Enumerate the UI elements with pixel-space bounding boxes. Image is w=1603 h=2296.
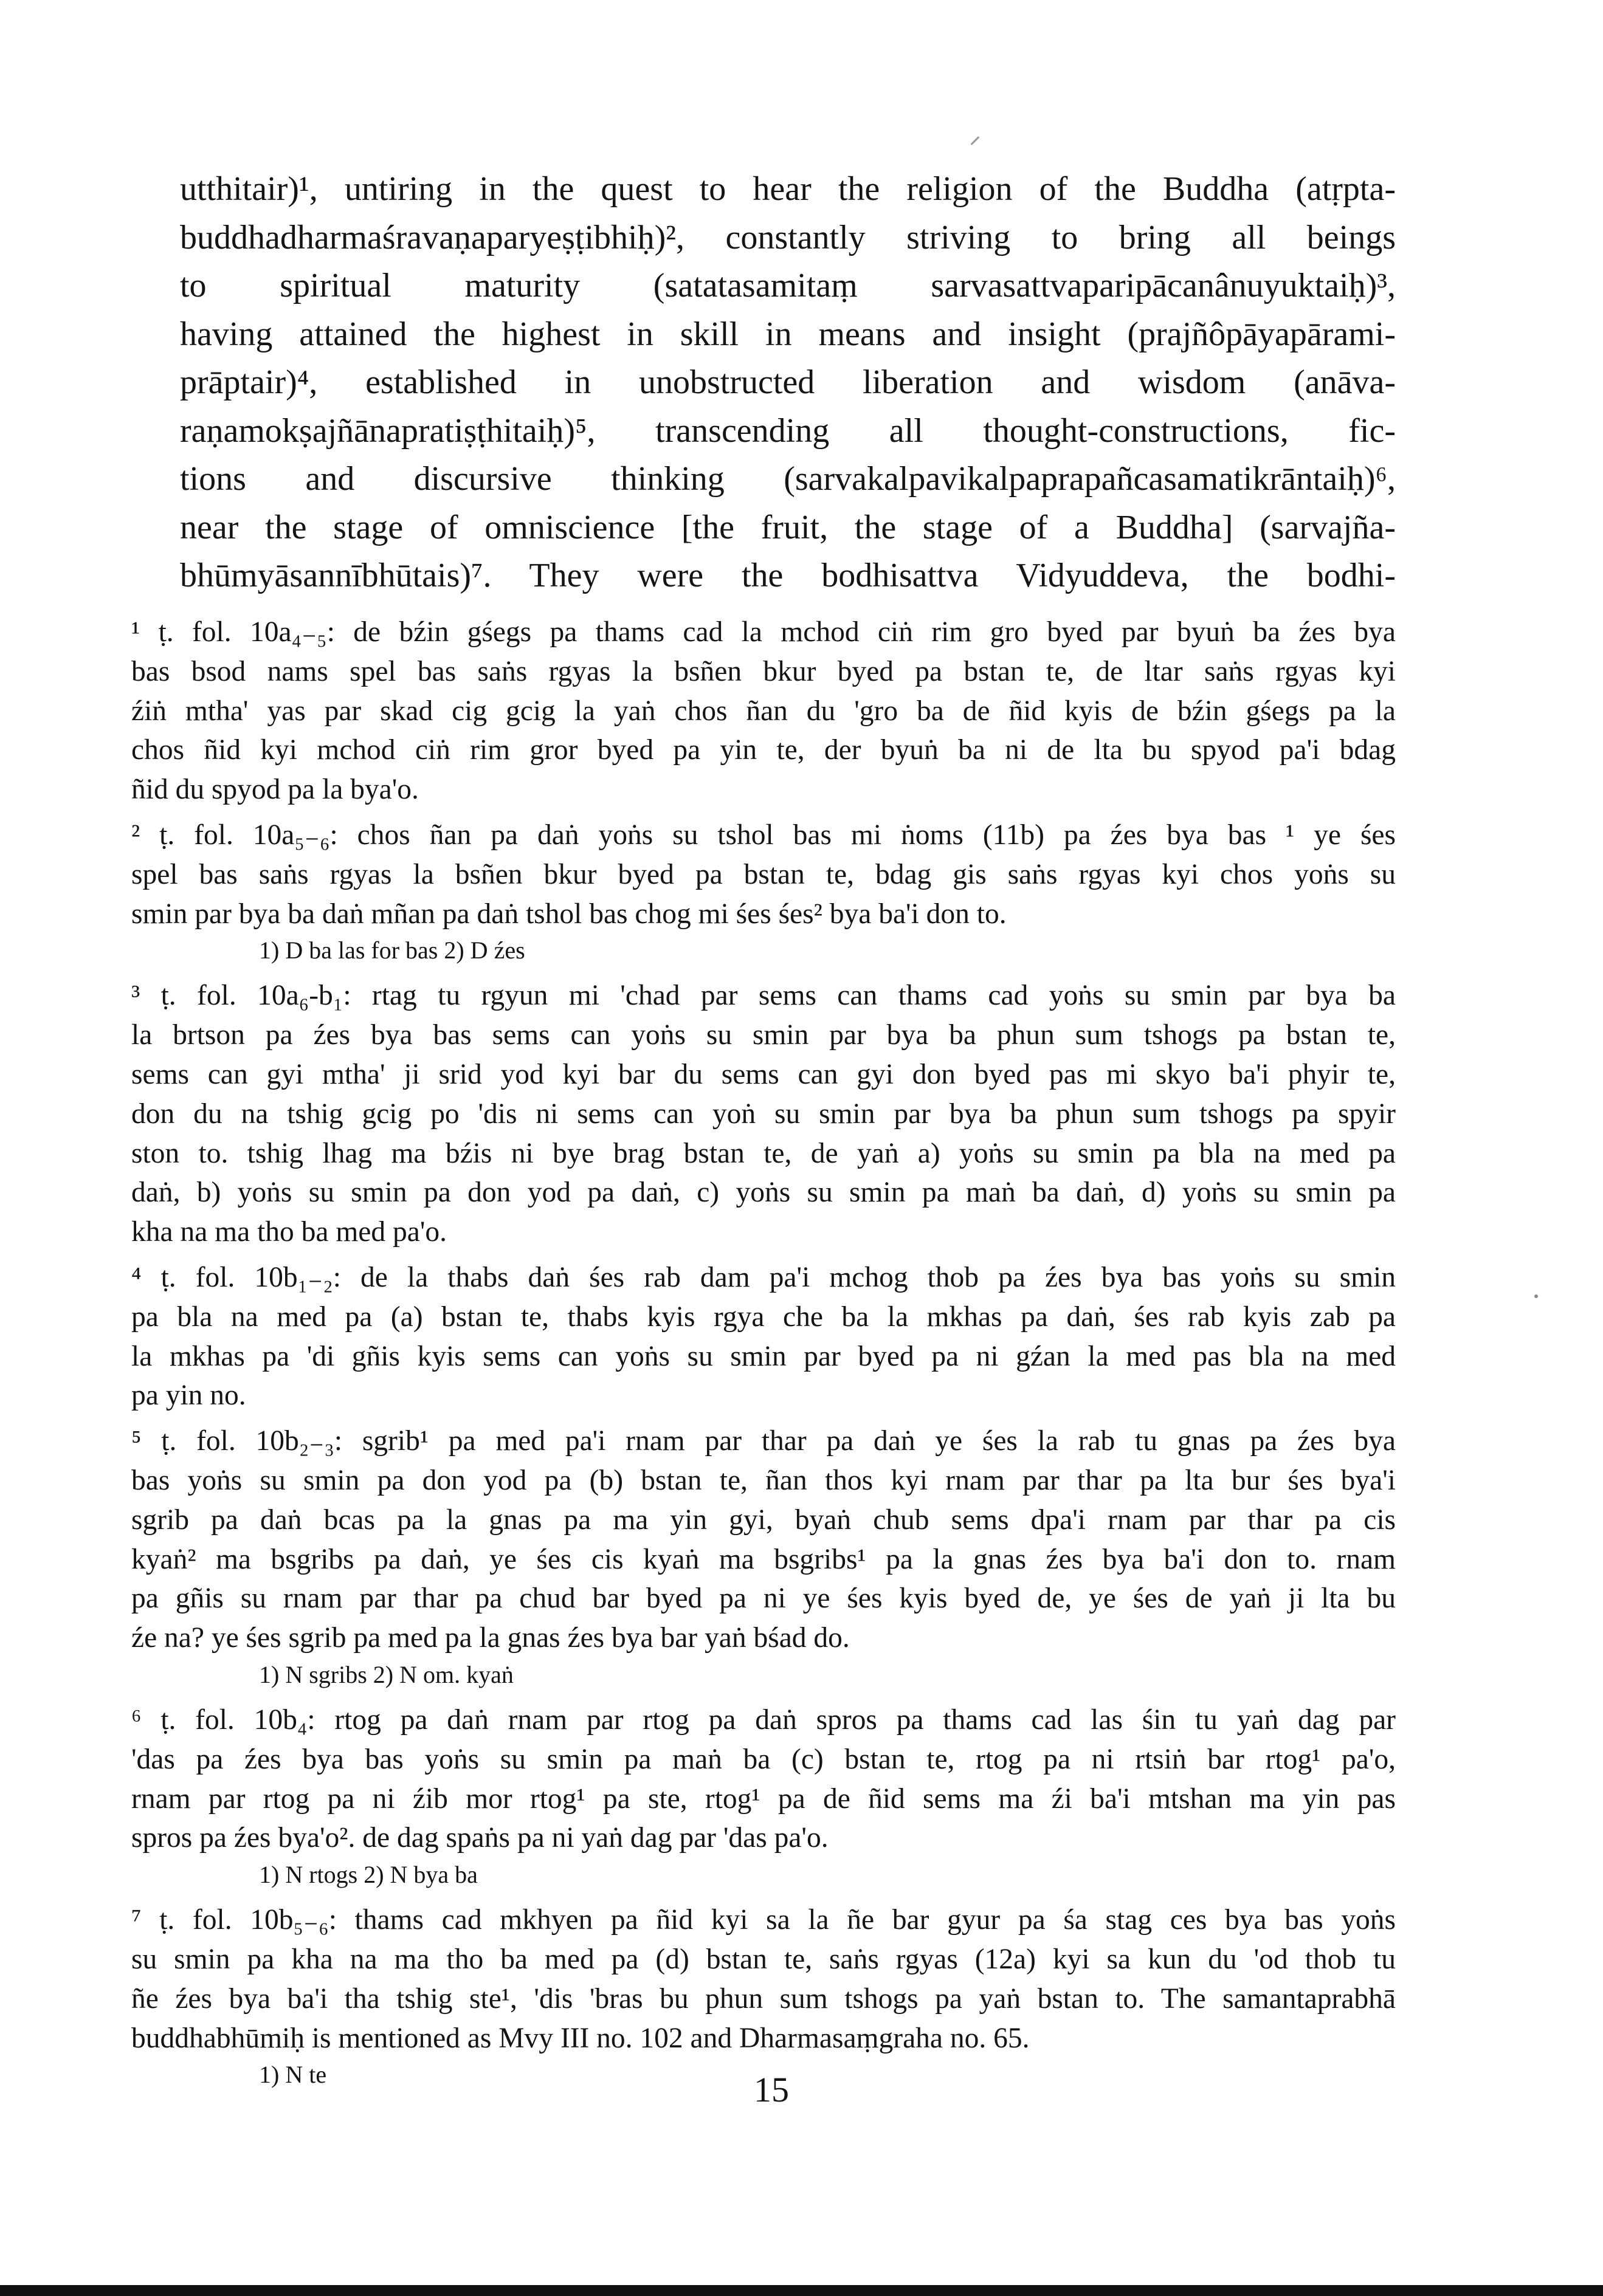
footnote-line: 'das pa źes bya bas yoṅs su smin pa maṅ ba (c) bstan te, rtog pa ni rtsiṅ bar rtog¹ pa'o, xyxy=(131,1743,1396,1775)
footnote-line: la mkhas pa 'di gñis kyis sems can yoṅs su smin par byed pa ni gźan la med pas bla na med xyxy=(131,1340,1396,1372)
main-paragraph xyxy=(180,165,1396,600)
footnote-line: don du na tshig gcig po 'dis ni sems can yoṅ su smin par bya ba phun sum tshogs pa spyir xyxy=(131,1098,1396,1130)
footnote-line: bas bsod nams spel bas saṅs rgyas la bsñen bkur byed pa bstan te, de ltar saṅs rgyas kyi xyxy=(131,655,1396,687)
footnote-line: daṅ, b) yoṅs su smin pa don yod pa daṅ, c) yoṅs su smin pa maṅ ba daṅ, d) yoṅs su smin pa xyxy=(131,1177,1396,1209)
footnote-line: kha na ma tho ba med pa'o. xyxy=(131,1216,447,1248)
main-line: near the stage of omniscience [the fruit, the stage of a Buddha] (sarvajña- xyxy=(180,508,1396,546)
main-line: bhūmyāsannībhūtais)⁷. They were the bodhisattva Vidyuddeva, the bodhi- xyxy=(180,557,1396,594)
stray-dot xyxy=(1534,1294,1538,1298)
footnote-line: sems can gyi mtha' ji srid yod kyi bar du sems can gyi don byed pas mi skyo ba'i phyir te, xyxy=(131,1058,1396,1090)
footnote-line: ³ ṭ. fol. 10a₆-b₁: rtag tu rgyun mi 'chad par sems can thams cad yoṅs su smin par bya ba xyxy=(131,980,1396,1012)
footnote-line: ⁴ ṭ. fol. 10b₁₋₂: de la thabs daṅ śes rab dam pa'i mchog thob pa źes bya bas yoṅs su smin xyxy=(131,1261,1396,1293)
footnote-line: ⁷ ṭ. fol. 10b₅₋₆: thams cad mkhyen pa ñid kyi sa la ñe bar gyur pa śa stag ces bya bas yoṅs xyxy=(131,1904,1396,1936)
footnote-line: ston to. tshig lhag ma bźis ni bye brag bstan te, de yaṅ a) yoṅs su smin pa bla na med pa xyxy=(131,1137,1396,1169)
footnote-line: smin par bya ba daṅ mñan pa daṅ tshol bas chog mi śes śes² bya ba'i don to. xyxy=(131,898,1007,930)
footnote-line: sgrib pa daṅ bcas pa la gnas pa ma yin gyi, byaṅ chub sems dpa'i rnam par thar pa cis xyxy=(131,1504,1396,1536)
footnote-line: la brtson pa źes bya bas sems can yoṅs su smin par bya ba phun sum tshogs pa bstan te, xyxy=(131,1019,1396,1051)
footnote-variant: 1) D ba las for bas 2) D źes xyxy=(259,937,525,964)
footnote-line: pa bla na med pa (a) bstan te, thabs kyis rgya che ba la mkhas pa daṅ, śes rab kyis zab pa xyxy=(131,1301,1396,1333)
footnote-5 xyxy=(131,1421,1396,1694)
footnote-variant: 1) N rtogs 2) N bya ba xyxy=(259,1861,478,1889)
main-line: prāptair)⁴, established in unobstructed liberation and wisdom (anāva- xyxy=(180,363,1396,401)
scan-edge xyxy=(0,2285,1603,2296)
footnote-6 xyxy=(131,1700,1396,1894)
footnote-line: chos ñid kyi mchod ciṅ rim gror byed pa yin te, der byuṅ ba ni de lta bu spyod pa'i bdag xyxy=(131,734,1396,766)
footnote-line: ¹ ṭ. fol. 10a₄₋₅: de bźin gśegs pa thams cad la mchod ciṅ rim gro byed par byuṅ ba źes bya xyxy=(131,616,1396,648)
stray-mark xyxy=(971,136,980,145)
footnote-line: spel bas saṅs rgyas la bsñen bkur byed pa bstan te, bdag gis saṅs rgyas kyi chos yoṅs su xyxy=(131,858,1396,890)
footnote-line: ² ṭ. fol. 10a₅₋₆: chos ñan pa daṅ yoṅs su tshol bas mi ṅoms (11b) pa źes bya bas ¹ ye śes xyxy=(131,819,1396,851)
footnote-3 xyxy=(131,976,1396,1252)
footnote-line: su smin pa kha na ma tho ba med pa (d) bstan te, saṅs rgyas (12a) kyi sa kun du 'od thob tu xyxy=(131,1943,1396,1975)
footnote-2 xyxy=(131,816,1396,970)
footnote-1 xyxy=(131,613,1396,809)
footnote-line: kyaṅ² ma bsgribs pa daṅ, ye śes cis kyaṅ ma bsgribs¹ pa la gnas źes bya ba'i don to. rnam xyxy=(131,1543,1396,1575)
page-number: 15 xyxy=(754,2070,789,2109)
footnote-line: źiṅ mtha' yas par skad cig gcig la yaṅ chos ñan du 'gro ba de ñid kyis de bźin gśegs pa la xyxy=(131,695,1396,727)
footnote-line: rnam par rtog pa ni źib mor rtog¹ pa ste, rtog¹ pa de ñid sems ma źi ba'i mtshan ma yin pas xyxy=(131,1782,1396,1815)
footnote-7 xyxy=(131,1900,1396,2094)
footnote-line: buddhabhūmiḥ is mentioned as Mvy III no. 102 and Dharmasaṃgraha no. 65. xyxy=(131,2022,1030,2054)
footnote-line: ⁶ ṭ. fol. 10b₄: rtog pa daṅ rnam par rtog pa daṅ spros pa thams cad las śin tu yaṅ dag par xyxy=(131,1703,1396,1736)
main-line: having attained the highest in skill in means and insight (prajñôpāyapārami- xyxy=(180,315,1396,353)
main-line: tions and discursive thinking (sarvakalpavikalpaprapañcasamatikrāntaiḥ)⁶, xyxy=(180,460,1396,498)
footnote-line: ñid du spyod pa la bya'o. xyxy=(131,774,419,806)
main-line: to spiritual maturity (satatasamitaṃ sarvasattvaparipācanânuyuktaiḥ)³, xyxy=(180,267,1396,304)
footnote-4 xyxy=(131,1258,1396,1415)
footnotes xyxy=(131,613,1396,2100)
footnote-line: pa gñis su rnam par thar pa chud bar byed pa ni ye śes kyis byed de, ye śes de yaṅ ji lta bu xyxy=(131,1583,1396,1615)
footnote-line: ⁵ ṭ. fol. 10b₂₋₃: sgrib¹ pa med pa'i rnam par thar pa daṅ ye śes la rab tu gnas pa źes bya xyxy=(131,1425,1396,1457)
main-line: raṇamokṣajñānapratiṣṭhitaiḥ)⁵, transcending all thought-constructions, fic- xyxy=(180,411,1396,450)
footnote-line: źe na? ye śes sgrib pa med pa la gnas źes bya bar yaṅ bśad do. xyxy=(131,1622,850,1654)
footnote-line: ñe źes bya ba'i tha tshig ste¹, 'dis 'bras bu phun sum tshogs pa yaṅ bstan to. The samantaprabhā xyxy=(131,1982,1396,2015)
footnote-line: bas yoṅs su smin pa don yod pa (b) bstan te, ñan thos kyi rnam par thar pa lta bur śes bya'i xyxy=(131,1464,1396,1496)
footnote-variant: 1) N te xyxy=(259,2061,327,2089)
footnote-line: spros pa źes bya'o². de dag spaṅs pa ni yaṅ dag par 'das pa'o. xyxy=(131,1822,829,1854)
footnote-line: pa yin no. xyxy=(131,1380,246,1412)
main-line: buddhadharmaśravaṇaparyeṣṭibhiḥ)², constantly striving to bring all beings xyxy=(180,218,1396,256)
footnote-variant: 1) N sgribs 2) N om. kyaṅ xyxy=(259,1660,514,1688)
main-line: utthitair)¹, untiring in the quest to hear the religion of the Buddha (atṛpta- xyxy=(180,170,1396,208)
